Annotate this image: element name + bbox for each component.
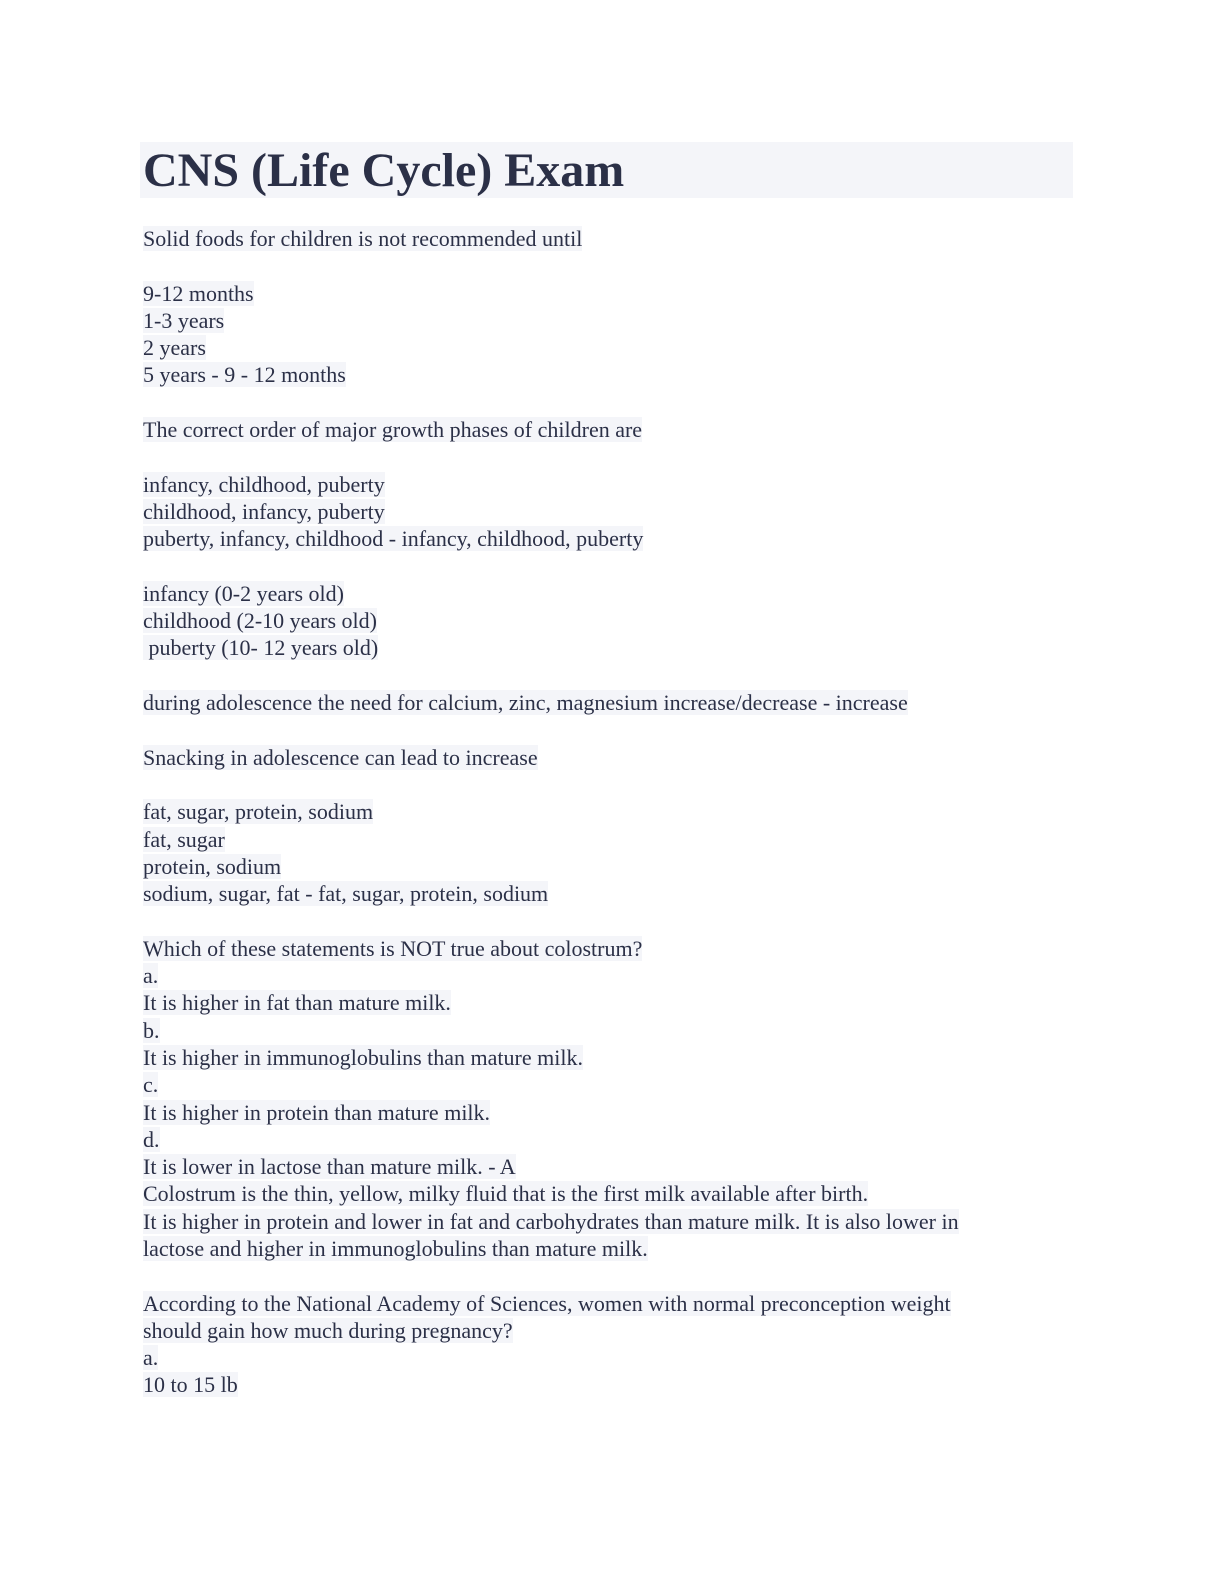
text-line-content: puberty, infancy, childhood - infancy, childhood, puberty <box>143 526 644 552</box>
text-line-content: childhood, infancy, puberty <box>143 498 385 524</box>
paragraph-gap <box>143 443 1043 470</box>
text-line <box>143 634 1043 661</box>
text-line <box>143 580 1043 607</box>
paragraph-gap <box>143 389 1043 416</box>
text-line <box>143 853 1043 880</box>
text-line-content: fat, sugar <box>143 826 225 852</box>
text-line <box>143 1317 1043 1344</box>
text-line <box>143 1017 1043 1044</box>
text-line <box>143 1344 1043 1371</box>
text-line-content: According to the National Academy of Sciences, women with normal preconception weight <box>143 1290 951 1316</box>
text-line-content: d. <box>143 1126 160 1152</box>
text-line-content: childhood (2-10 years old) <box>143 608 377 634</box>
text-line-content: infancy (0-2 years old) <box>143 580 344 606</box>
text-line <box>143 935 1043 962</box>
text-line-content: Snacking in adolescence can lead to increase <box>143 744 538 770</box>
text-line <box>143 1180 1043 1207</box>
text-line <box>143 307 1043 334</box>
text-line-content: 10 to 15 lb <box>143 1372 238 1398</box>
text-line <box>143 1208 1043 1235</box>
text-line-content: puberty (10- 12 years old) <box>143 635 379 661</box>
paragraph-gap <box>143 553 1043 580</box>
text-line <box>143 1371 1043 1398</box>
text-line <box>143 471 1043 498</box>
text-line-content: It is higher in protein than mature milk. <box>143 1099 491 1125</box>
text-line-content: 5 years - 9 - 12 months <box>143 362 346 388</box>
text-line-content: sodium, sugar, fat - fat, sugar, protein, sodium <box>143 881 549 907</box>
text-line <box>143 1099 1043 1126</box>
text-line-content: It is higher in protein and lower in fat and carbohydrates than mature milk. It is also lower in <box>143 1208 959 1234</box>
text-line-content: a. <box>143 1345 159 1371</box>
text-line <box>143 989 1043 1016</box>
text-line-content: should gain how much during pregnancy? <box>143 1317 513 1343</box>
text-line <box>143 1153 1043 1180</box>
text-line <box>143 1071 1043 1098</box>
paragraph-gap <box>143 907 1043 934</box>
page-title: CNS (Life Cycle) Exam <box>143 144 625 197</box>
text-line-content: Colostrum is the thin, yellow, milky fluid that is the first milk available after birth. <box>143 1181 869 1207</box>
text-line-content: The correct order of major growth phases of children are <box>143 417 643 443</box>
text-line-content: b. <box>143 1017 160 1043</box>
text-line <box>143 744 1043 771</box>
text-line <box>143 334 1043 361</box>
text-line <box>143 498 1043 525</box>
paragraph-gap <box>143 662 1043 689</box>
text-line-content: 2 years <box>143 335 206 361</box>
text-line-content: It is higher in immunoglobulins than mature milk. <box>143 1044 583 1070</box>
text-line-content: protein, sodium <box>143 853 282 879</box>
paragraph-gap <box>143 716 1043 743</box>
text-line <box>143 225 1043 252</box>
text-line <box>143 1235 1043 1262</box>
text-line-content: during adolescence the need for calcium, zinc, magnesium increase/decrease - increase <box>143 690 908 716</box>
text-line <box>143 280 1043 307</box>
text-line <box>143 880 1043 907</box>
text-line-content: Which of these statements is NOT true about colostrum? <box>143 935 643 961</box>
text-line <box>143 607 1043 634</box>
text-line-content: 9-12 months <box>143 280 254 306</box>
text-line <box>143 1126 1043 1153</box>
text-line <box>143 1044 1043 1071</box>
paragraph-gap <box>143 1262 1043 1289</box>
text-line-content: a. <box>143 963 159 989</box>
text-line-content: It is higher in fat than mature milk. <box>143 990 451 1016</box>
text-line-content: fat, sugar, protein, sodium <box>143 799 374 825</box>
text-line <box>143 689 1043 716</box>
paragraph-gap <box>143 771 1043 798</box>
text-line-content: It is lower in lactose than mature milk. - A <box>143 1154 516 1180</box>
document-body <box>143 225 1043 1399</box>
text-line-content: 1-3 years <box>143 307 225 333</box>
text-line <box>143 525 1043 552</box>
text-line-content: c. <box>143 1072 159 1098</box>
text-line <box>143 361 1043 388</box>
text-line <box>143 416 1043 443</box>
text-line <box>143 962 1043 989</box>
text-line-content: Solid foods for children is not recommended until <box>143 226 583 251</box>
text-line <box>143 798 1043 825</box>
text-line <box>143 1290 1043 1317</box>
paragraph-gap <box>143 252 1043 279</box>
text-line <box>143 826 1043 853</box>
text-line-content: infancy, childhood, puberty <box>143 471 385 497</box>
text-line-content: lactose and higher in immunoglobulins than mature milk. <box>143 1235 648 1261</box>
